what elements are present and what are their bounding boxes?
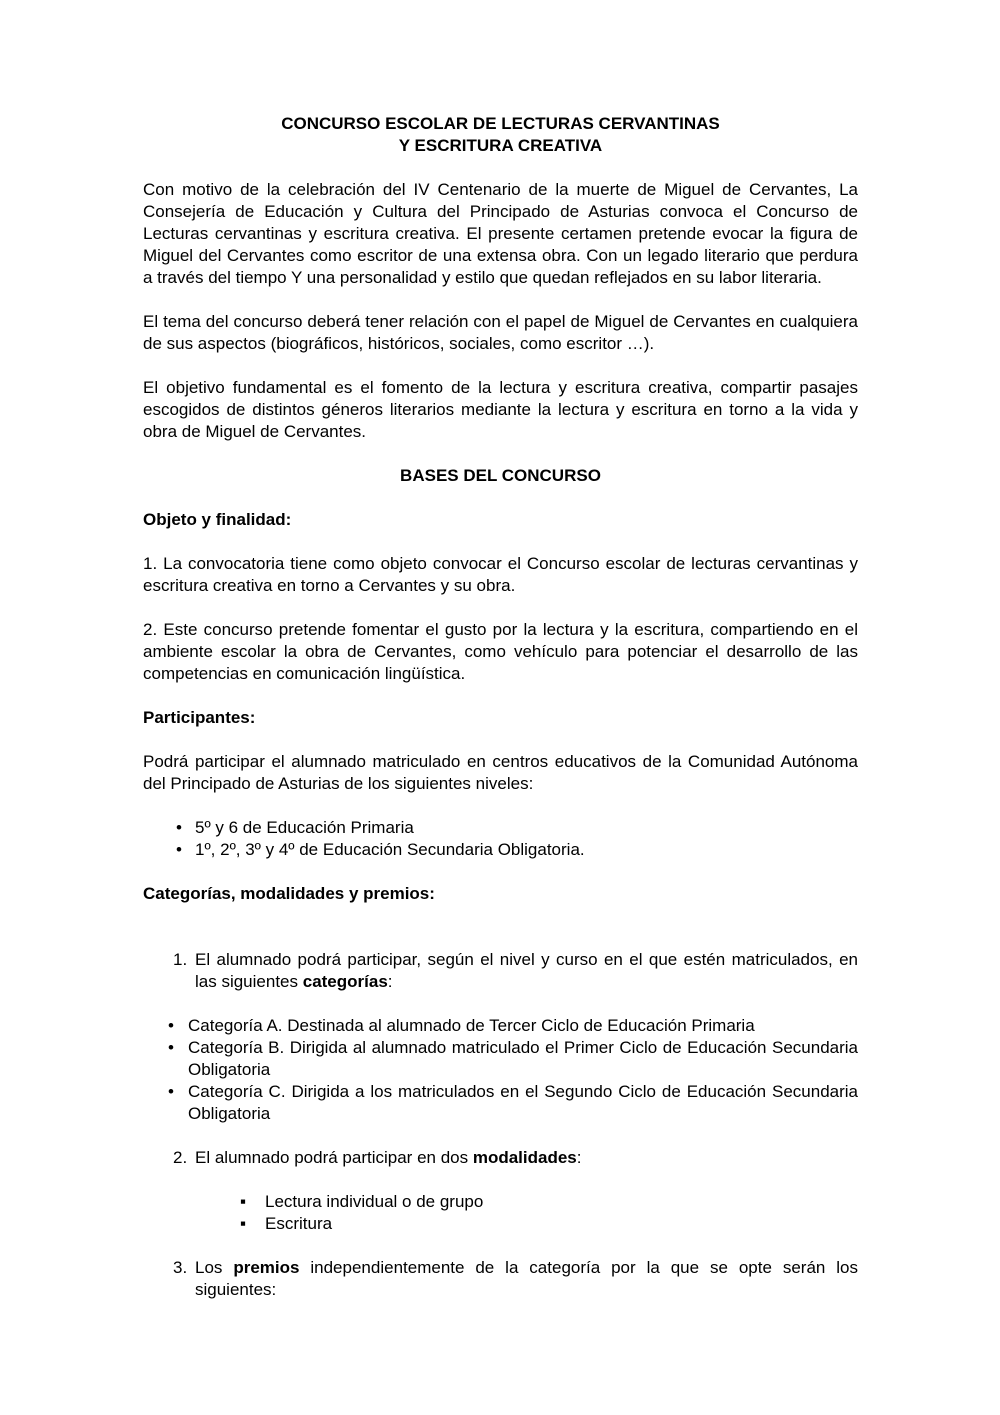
list-number: 2.	[173, 1148, 188, 1167]
list-item	[143, 1213, 858, 1235]
intro-paragraph-2: El tema del concurso deberá tener relación con el papel de Miguel de Cervantes en cualquiera de sus aspectos (biográficos, históricos, sociales, como escritor …).	[143, 312, 858, 353]
list-item-text: Escritura	[265, 1214, 333, 1233]
intro-paragraph-3: El objetivo fundamental es el fomento de la lectura y escritura creativa, compartir pasajes escogidos de distintos géneros literarios mediante la lectura y escritura en torno a la vida y obra de Miguel de Cervantes.	[143, 378, 858, 441]
square-bullet-icon: ▪	[240, 1214, 247, 1233]
text-run: :	[576, 1148, 582, 1167]
modalidades-bullet-list	[143, 1191, 858, 1235]
numbered-item-2	[143, 1147, 858, 1169]
bullet-icon: •	[176, 818, 182, 837]
categoria-bullet-list	[143, 1015, 858, 1125]
list-item	[143, 1257, 858, 1301]
list-item	[143, 1081, 858, 1125]
list-item	[143, 1191, 858, 1213]
categorias-heading: Categorías, modalidades y premios:	[143, 884, 435, 903]
list-item-text: 1º, 2º, 3º y 4º de Educación Secundaria Obligatoria.	[195, 840, 585, 859]
bullet-icon: •	[176, 840, 182, 859]
list-item	[143, 817, 858, 839]
bullet-icon: •	[168, 1038, 174, 1057]
text-run: El alumnado podrá participar, según el nivel y curso en el que estén matriculados, en las siguientes	[195, 950, 858, 991]
list-item	[143, 839, 858, 861]
list-item-text	[195, 949, 858, 993]
list-item-text: 5º y 6 de Educación Primaria	[195, 818, 414, 837]
objeto-heading: Objeto y finalidad:	[143, 510, 292, 529]
text-run: Los	[195, 1258, 234, 1277]
list-item-text: Categoría B. Dirigida al alumnado matriculado el Primer Ciclo de Educación Secundaria Obligatoria	[188, 1038, 858, 1079]
document-title-line-1: CONCURSO ESCOLAR DE LECTURAS CERVANTINAS	[281, 114, 720, 133]
list-item-text	[195, 1147, 858, 1169]
list-number: 3.	[173, 1258, 188, 1277]
document-title-line-2: Y ESCRITURA CREATIVA	[398, 136, 603, 155]
text-run: independientemente de la categoría por la que se opte serán los siguientes:	[195, 1258, 858, 1299]
list-item-text: Categoría C. Dirigida a los matriculados en el Segundo Ciclo de Educación Secundaria Obligatoria	[188, 1082, 858, 1123]
list-item-text: Lectura individual o de grupo	[265, 1192, 484, 1211]
list-item-text	[195, 1257, 858, 1301]
intro-paragraph-1: Con motivo de la celebración del IV Centenario de la muerte de Miguel de Cervantes, La Consejería de Educación y Cultura del Principado de Asturias convoca el Concurso de Lecturas cervantinas y escritura creativa. El presente certamen pretende evocar la figura de Miguel del Cervantes como escritor de una extensa obra. Con un legado literario que perdura a través del tiempo Y una personalidad y estilo que quedan reflejados en su labor literaria.	[143, 180, 858, 287]
numbered-item-3	[143, 1257, 858, 1301]
participantes-bullet-list	[143, 817, 858, 861]
bullet-icon: •	[168, 1016, 174, 1035]
text-run-bold: premios	[233, 1258, 300, 1277]
participantes-heading: Participantes:	[143, 708, 256, 727]
text-run: El alumnado podrá participar en dos	[195, 1148, 473, 1167]
objeto-item-1: 1. La convocatoria tiene como objeto convocar el Concurso escolar de lecturas cervantinas y escritura creativa en torno a Cervantes y su obra.	[143, 554, 858, 595]
list-item	[143, 949, 858, 993]
square-bullet-icon: ▪	[240, 1192, 247, 1211]
list-number: 1.	[173, 950, 188, 969]
numbered-item-1	[143, 949, 858, 993]
list-item	[143, 1015, 858, 1037]
bullet-icon: •	[168, 1082, 174, 1101]
text-run-bold: modalidades	[472, 1148, 577, 1167]
list-item	[143, 1037, 858, 1081]
list-item-text: Categoría A. Destinada al alumnado de Tercer Ciclo de Educación Primaria	[188, 1016, 755, 1035]
participantes-intro: Podrá participar el alumnado matriculado en centros educativos de la Comunidad Autónoma del Principado de Asturias de los siguientes niveles:	[143, 752, 858, 793]
text-run: :	[387, 972, 393, 991]
text-run-bold: categorías	[302, 972, 388, 991]
list-item	[143, 1147, 858, 1169]
bases-heading: BASES DEL CONCURSO	[400, 466, 601, 485]
document-title	[143, 113, 858, 157]
objeto-item-2: 2. Este concurso pretende fomentar el gusto por la lectura y la escritura, compartiendo en el ambiente escolar la obra de Cervantes, como vehículo para potenciar el desarrollo de las competencias en comunicación lingüística.	[143, 620, 858, 683]
